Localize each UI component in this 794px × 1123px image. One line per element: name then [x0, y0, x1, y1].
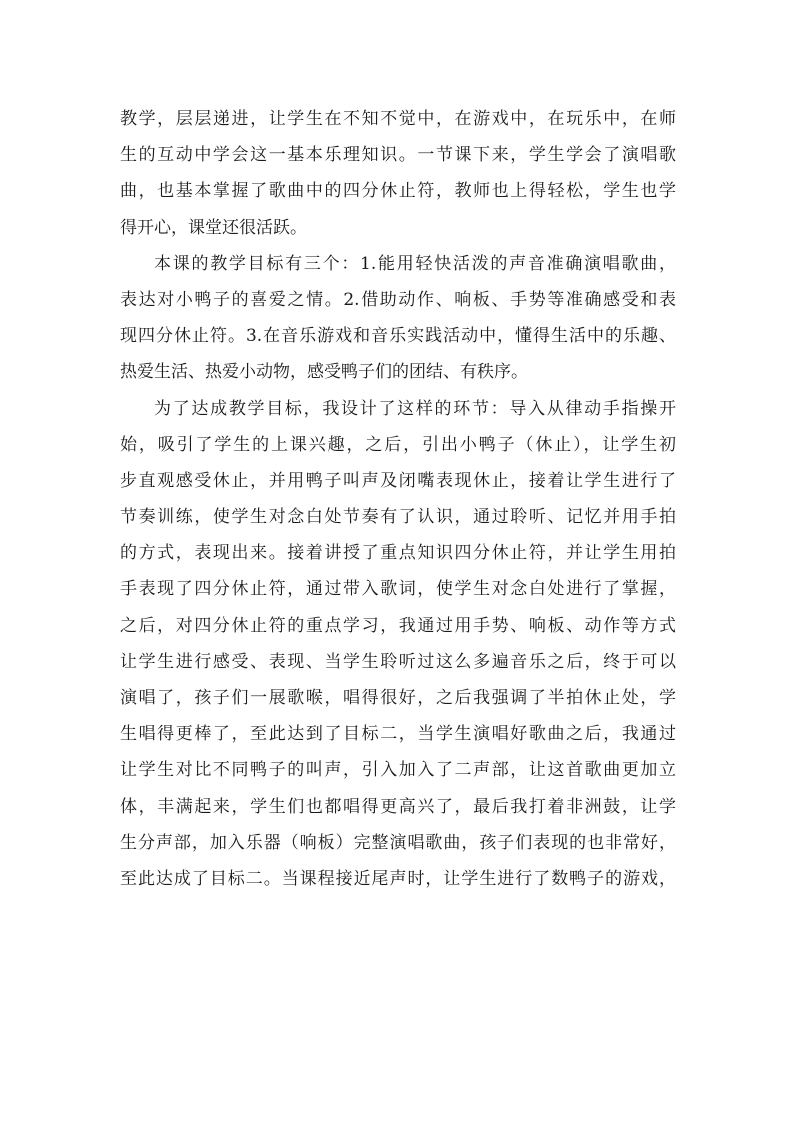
text-line: 本课的教学目标有三个：1.能用轻快活泼的声音准确演唱歌曲，: [154, 253, 676, 274]
document-body: [120, 101, 676, 897]
text-line: 至此达成了目标二。当课程接近尾声时，让学生进行了数鸭子的游戏，: [120, 868, 676, 889]
text-line: 之后，对四分休止符的重点学习，我通过用手势、响板、动作等方式: [120, 615, 676, 636]
text-line: 的方式，表现出来。接着讲授了重点知识四分休止符，并让学生用拍: [120, 543, 676, 564]
text-line: 让学生对比不同鸭子的叫声，引入加入了二声部，让这首歌曲更加立: [120, 760, 676, 781]
text-line: 步直观感受休止，并用鸭子叫声及闭嘴表现休止，接着让学生进行了: [120, 470, 676, 491]
text-line: 演唱了，孩子们一展歌喉，唱得很好，之后我强调了半拍休止处，学: [120, 688, 676, 708]
text-line: 始，吸引了学生的上课兴趣，之后，引出小鸭子（休止），让学生初: [120, 434, 676, 455]
text-line: 为了达成教学目标，我设计了这样的环节：导入从律动手指操开: [154, 398, 676, 419]
text-line: 表达对小鸭子的喜爱之情。2.借助动作、响板、手势等准确感受和表: [120, 289, 676, 310]
paragraph-3: [120, 391, 676, 898]
text-line: 热爱生活、热爱小动物，感受鸭子们的团结、有秩序。: [120, 362, 528, 383]
paragraph-2: [120, 246, 676, 391]
text-line: 得开心，课堂还很活跃。: [120, 217, 307, 238]
text-line: 教学，层层递进，让学生在不知不觉中，在游戏中，在玩乐中，在师: [120, 109, 676, 129]
text-line: 手表现了四分休止符，通过带入歌词，使学生对念白处进行了掌握，: [120, 579, 676, 600]
text-line: 体，丰满起来，学生们也都唱得更高兴了，最后我打着非洲鼓，让学: [120, 796, 676, 817]
text-line: 曲，也基本掌握了歌曲中的四分休止符，教师也上得轻松，学生也学: [120, 181, 676, 202]
text-line: 生的互动中学会这一基本乐理知识。一节课下来，学生学会了演唱歌: [120, 145, 676, 166]
text-line: 节奏训练，使学生对念白处节奏有了认识，通过聆听、记忆并用手拍: [120, 507, 676, 528]
text-line: 生唱得更棒了，至此达到了目标二，当学生演唱好歌曲之后，我通过: [120, 724, 676, 745]
text-line: 生分声部，加入乐器（响板）完整演唱歌曲，孩子们表现的也非常好，: [120, 832, 676, 853]
paragraph-1: [120, 101, 676, 246]
text-line: 现四分休止符。3.在音乐游戏和音乐实践活动中，懂得生活中的乐趣、: [120, 326, 676, 347]
text-line: 让学生进行感受、表现、当学生聆听过这么多遍音乐之后，终于可以: [120, 651, 676, 672]
